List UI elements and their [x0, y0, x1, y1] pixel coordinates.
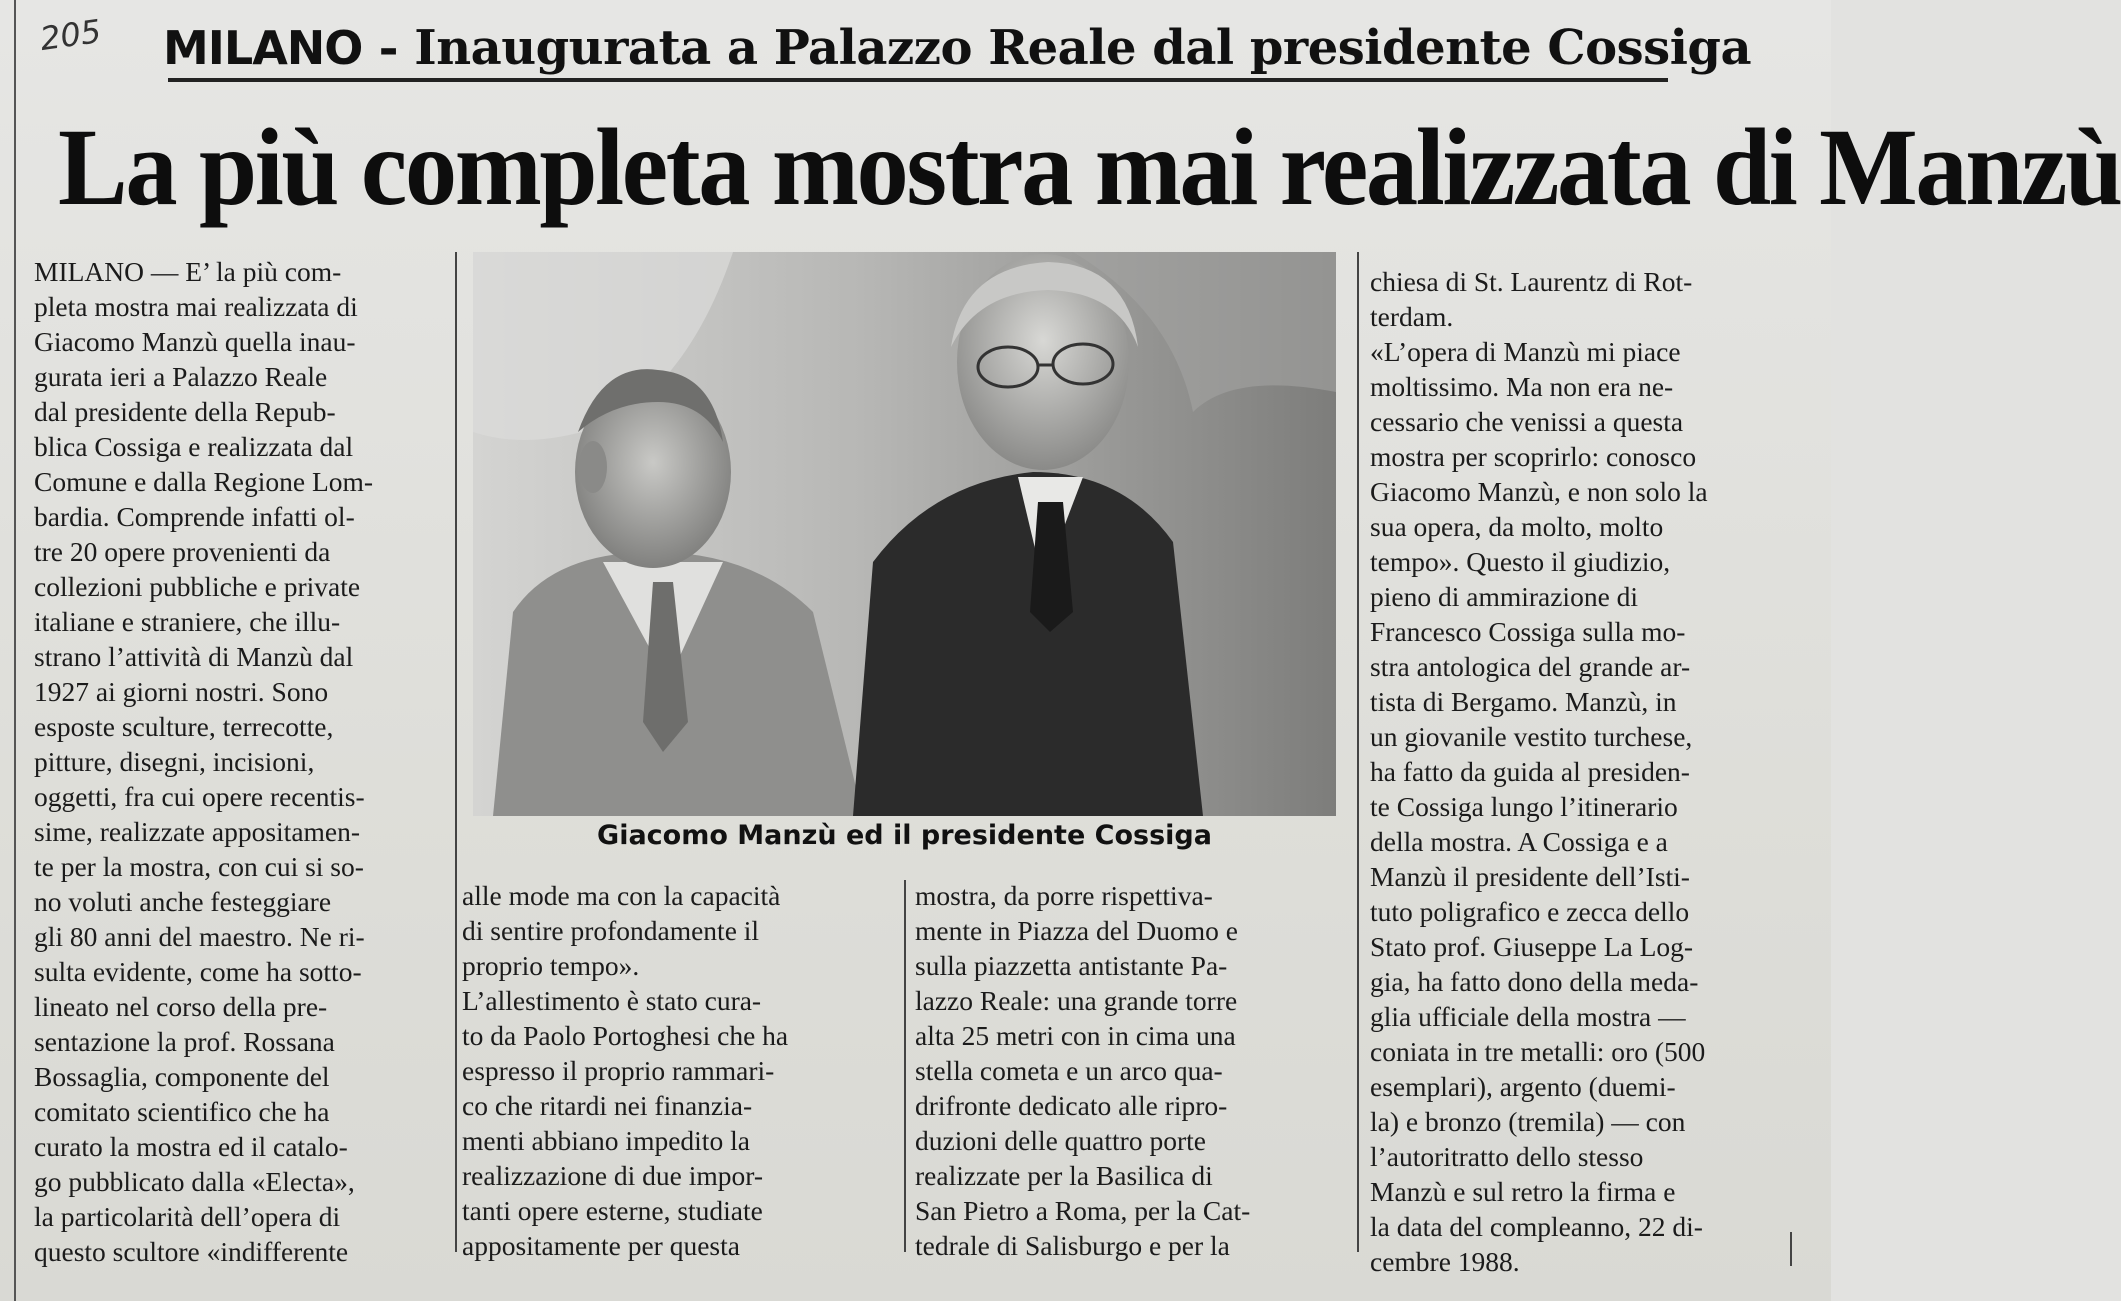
news-photo [473, 252, 1336, 816]
kicker-underline [168, 78, 1668, 82]
handwritten-page-number: 205 [37, 11, 104, 59]
article-column-3: mostra, da porre rispettiva- mente in Piazza del Duomo e sulla piazzetta antistante Pa- lazzo Reale: una grande torre alta 25 metri con in cima una stella cometa e un arco qua- drifronte dedicato alle ripro- duzioni delle quattro porte realizzate per la Basilica di San Pietro a Roma, per la Cat- tedrale di Salisburgo e per la [915, 880, 1251, 1261]
headline: La più completa mostra mai realizzata di Manzù [58, 106, 2121, 228]
kicker-text: - Inaugurata a Palazzo Reale dal presidente Cossiga [362, 20, 1752, 76]
article-column-2: alle mode ma con la capacità di sentire profondamente il proprio tempo». L’allestimento è stato cura- to da Paolo Portoghesi che ha espresso il proprio rammari- co che ritardi nei finanzia- menti abbiano impedito la realizzazione di due impor- tanti opere esterne, studiate appositamente per questa [462, 880, 789, 1261]
kicker [163, 18, 1752, 78]
column-divider [1790, 1232, 1792, 1266]
column-divider [904, 880, 906, 1252]
column-divider [1357, 252, 1359, 1252]
clipping-left-edge [14, 0, 16, 1301]
article-column-4: chiesa di St. Laurentz di Rot- terdam. «L’opera di Manzù mi piace moltissimo. Ma non era ne- cessario che venissi a questa mostra per scoprirlo: conosco Giacomo Manzù, e non solo la sua opera, da molto, molto tempo». Questo il giudizio, pieno di ammirazione di Francesco Cossiga sulla mo- stra antologica del grande ar- tista di Bergamo. Manzù, in un giovanile vestito turchese, ha fatto da guida al presiden- te Cossiga lungo l’itinerario della mostra. A Cossiga e a Manzù il presidente dell’Isti- tuto poligrafico e zecca dello Stato prof. Giuseppe La Log- gia, ha fatto dono della meda- glia ufficiale della mostra — coniata in tre metalli: oro (500 esemplari), argento (duemi- la) e bronzo (tremila) — con l’autoritratto dello stesso Manzù e sul retro la firma e la data del compleanno, 22 di- cembre 1988. [1370, 266, 1708, 1277]
kicker-place: MILANO [163, 21, 363, 75]
article-column-1: MILANO — E’ la più com- pleta mostra mai realizzata di Giacomo Manzù quella inau- gurata ieri a Palazzo Reale dal presidente della Repub- blica Cossiga e realizzata dal Comune e dalla Regione Lom- bardia. Comprende infatti ol- tre 20 opere provenienti da collezioni pubbliche e private italiane e straniere, che illu- strano l’attività di Manzù dal 1927 ai giorni nostri. Sono esposte sculture, terrecotte, pitture, disegni, incisioni, oggetti, fra cui opere recentis- sime, realizzate appositamen- te per la mostra, con cui si so- no voluti anche festeggiare gli 80 anni del maestro. Ne ri- sulta evidente, come ha sotto- lineato nel corso della pre- sentazione la prof. Rossana Bossaglia, componente del comitato scientifico che ha curato la mostra ed il catalo- go pubblicato dalla «Electa», la particolarità dell’opera di questo scultore «indifferente [34, 256, 374, 1267]
column-divider [455, 252, 457, 1252]
photo-illustration [473, 252, 1336, 816]
photo-caption: Giacomo Manzù ed il presidente Cossiga [597, 820, 1212, 851]
